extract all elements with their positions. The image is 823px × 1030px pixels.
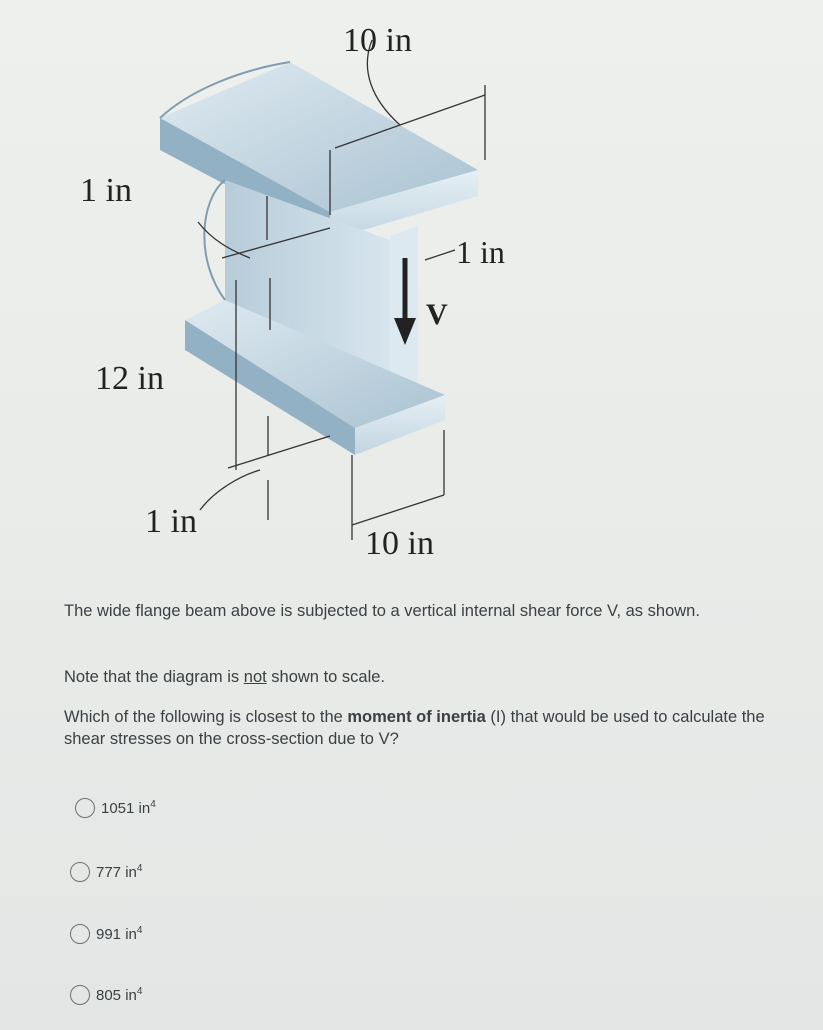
radio-button[interactable] xyxy=(70,924,90,944)
web-thickness-label: 1 in xyxy=(456,234,505,270)
option-label: 805 $in^4$ xyxy=(96,985,143,1004)
bottom-flange-thickness-label: 1 in xyxy=(145,503,197,540)
option-label: 991 $in^4$ xyxy=(96,924,143,943)
web-height-label: 12 in xyxy=(95,360,164,397)
answer-option-3[interactable] xyxy=(70,924,142,944)
question-text-emphasis: moment of inertia xyxy=(347,708,486,726)
scale-note xyxy=(64,666,784,688)
radio-button[interactable] xyxy=(75,798,95,818)
top-flange-thickness-label: 1 in xyxy=(80,172,132,209)
radio-button[interactable] xyxy=(70,862,90,882)
answer-option-1[interactable] xyxy=(75,798,156,818)
option-label: 1051 $in^4$ xyxy=(101,798,156,817)
problem-statement: The wide flange beam above is subjected to a vertical internal shear force V, as shown. xyxy=(64,602,700,620)
note-text-pre: Note that the diagram is xyxy=(64,668,244,686)
note-text-post: shown to scale. xyxy=(266,668,386,686)
question-text-post: (I) that would be used to calculate the shear stresses on the cross-section due to V? xyxy=(64,708,765,748)
bottom-flange-width-label: 10 in xyxy=(365,525,434,562)
top-flange-width-label: 10 in xyxy=(343,22,412,59)
shear-force-label: V xyxy=(426,298,448,331)
note-text-emphasis: not xyxy=(243,668,267,686)
radio-button[interactable] xyxy=(70,985,90,1005)
question-text-pre: Which of the following is closest to the xyxy=(64,708,348,726)
question-prompt xyxy=(64,706,784,750)
option-label: 777 $in^4$ xyxy=(96,862,143,881)
answer-option-2[interactable] xyxy=(70,862,142,882)
answer-option-4[interactable] xyxy=(70,985,142,1005)
